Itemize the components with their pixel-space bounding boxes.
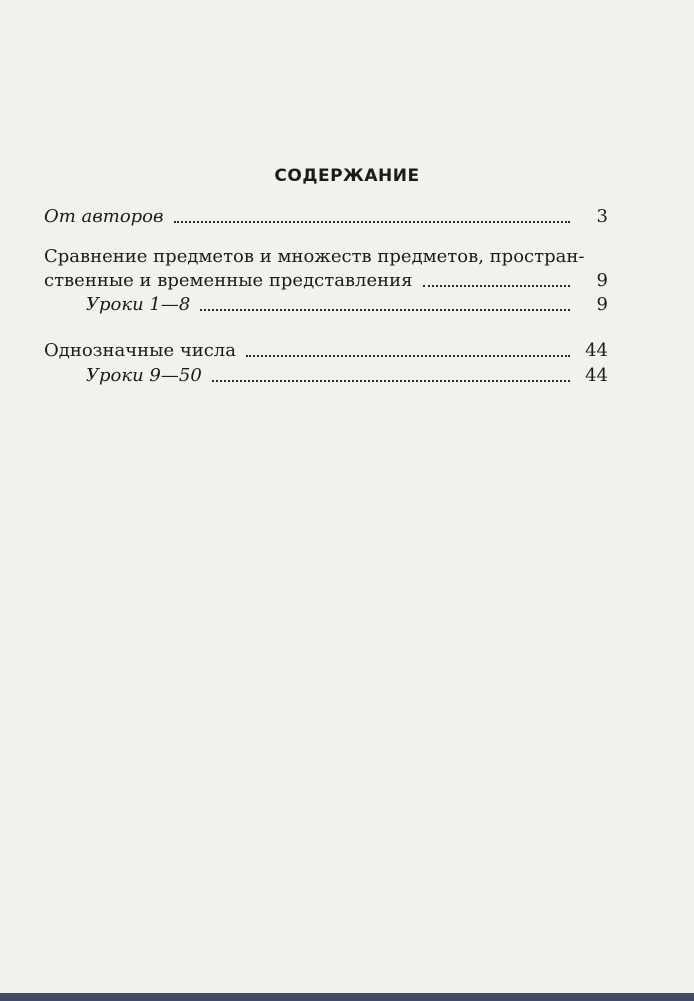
toc-entry-section2 — [44, 336, 608, 362]
toc-page-number: 3 — [596, 206, 608, 227]
toc-entry-label: Уроки 9—50 — [86, 365, 202, 386]
toc-entry-authors — [44, 202, 608, 228]
toc-entry-section1 — [44, 266, 608, 292]
dot-leader — [246, 354, 570, 357]
toc-entry-label: Однозначные числа — [44, 340, 236, 361]
scan-bottom-edge — [0, 993, 694, 1001]
dot-leader — [212, 379, 570, 382]
page-title: СОДЕРЖАНИЕ — [274, 166, 420, 186]
toc-entry-lessons-9-50 — [86, 361, 608, 387]
toc-page-number: 9 — [596, 270, 608, 291]
toc-page-number: 44 — [585, 340, 608, 361]
dot-leader — [200, 308, 570, 311]
toc-entry-label: От авторов — [44, 206, 164, 227]
toc-page-number: 44 — [585, 365, 608, 386]
toc-entry-label: ственные и временные представления — [44, 270, 413, 291]
toc-page-number: 9 — [596, 294, 608, 315]
toc-entry-lessons-1-8 — [86, 290, 608, 316]
toc-entry-label: Уроки 1—8 — [86, 294, 191, 315]
dot-leader — [423, 284, 571, 287]
toc-section1-line1: Сравнение предметов и множеств предметов, простран- — [44, 246, 585, 267]
dot-leader — [174, 220, 571, 223]
